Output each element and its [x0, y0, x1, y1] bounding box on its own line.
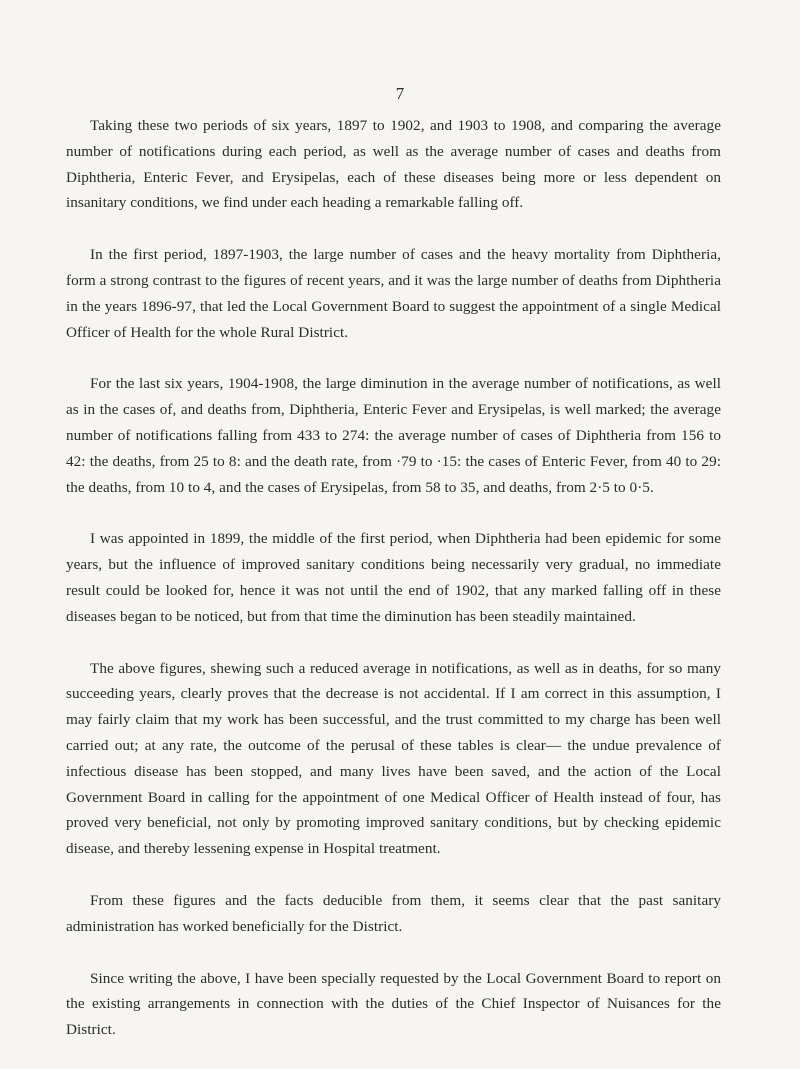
paragraph-first-period: In the first period, 1897-1903, the large number of cases and the heavy mortality from Diphtheria, form a strong contrast to the figures of recent years, and it was the large number of deaths from Diphtheria in the years 1896-97, that led the Local Government Board to suggest the appointment of a single Medical Officer of Health for the whole Rural District.: [66, 246, 721, 341]
paragraph-above-figures: The above figures, shewing such a reduced average in notifications, as well as in deaths, for so many succeeding years, clearly proves that the decrease is not accidental. If I am correct in this assumption, I may fairly claim that my work has been successful, and the trust committed to my charge has been well carried out; at any rate, the outcome of the perusal of these tables is clear— the undue prevalence of infectious disease has been stopped, and many lives have been saved, and the action of the Local Government Board in calling for the appointment of one Medical Officer of Health instead of four, has proved very beneficial, not only by promoting improved sanitary conditions, but by checking epidemic disease, and thereby lessening expense in Hospital treatment.: [66, 659, 721, 858]
paragraph-appointment: I was appointed in 1899, the middle of the first period, when Diphtheria had been epidemic for some years, but the influence of improved sanitary conditions being necessarily very gradual, no immediate result could be looked for, hence it was not until the end of 1902, that any marked falling off in these diseases began to be noticed, but from that time the diminution has been steadily maintained.: [66, 530, 721, 625]
page-number: 7: [395, 84, 405, 103]
paragraph-conclusion: From these figures and the facts deducible from them, it seems clear that the past sanitary administration has worked beneficially for the District.: [66, 891, 721, 935]
paragraph-comparison-periods: Taking these two periods of six years, 1897 to 1902, and 1903 to 1908, and comparing the average number of notifications during each period, as well as the average number of cases and deaths from Diphtheria, Enteric Fever, and Erysipelas, each of these diseases being more or less dependent on insanitary conditions, we find under each heading a remarkable falling off.: [66, 117, 721, 212]
paragraph-since-writing: Since writing the above, I have been specially requested by the Local Government Board to report on the existing arrangements in connection with the duties of the Chief Inspector of Nuisances for the District.: [66, 969, 721, 1039]
paragraph-last-six-years: For the last six years, 1904-1908, the large diminution in the average number of notifications, as well as in the cases of, and deaths from, Diphtheria, Enteric Fever and Erysipelas, is well marked; the average number of notifications falling from 433 to 274: the average number of cases of Diphtheria from 156 to 42: the deaths, from 25 to 8: and the death rate, from ·79 to ·15: the cases of Enteric Fever, from 40 to 29: the deaths, from 10 to 4, and the cases of Erysipelas, from 58 to 35, and deaths, from 2·5 to 0·5.: [66, 375, 721, 496]
document-body: [66, 113, 721, 1069]
